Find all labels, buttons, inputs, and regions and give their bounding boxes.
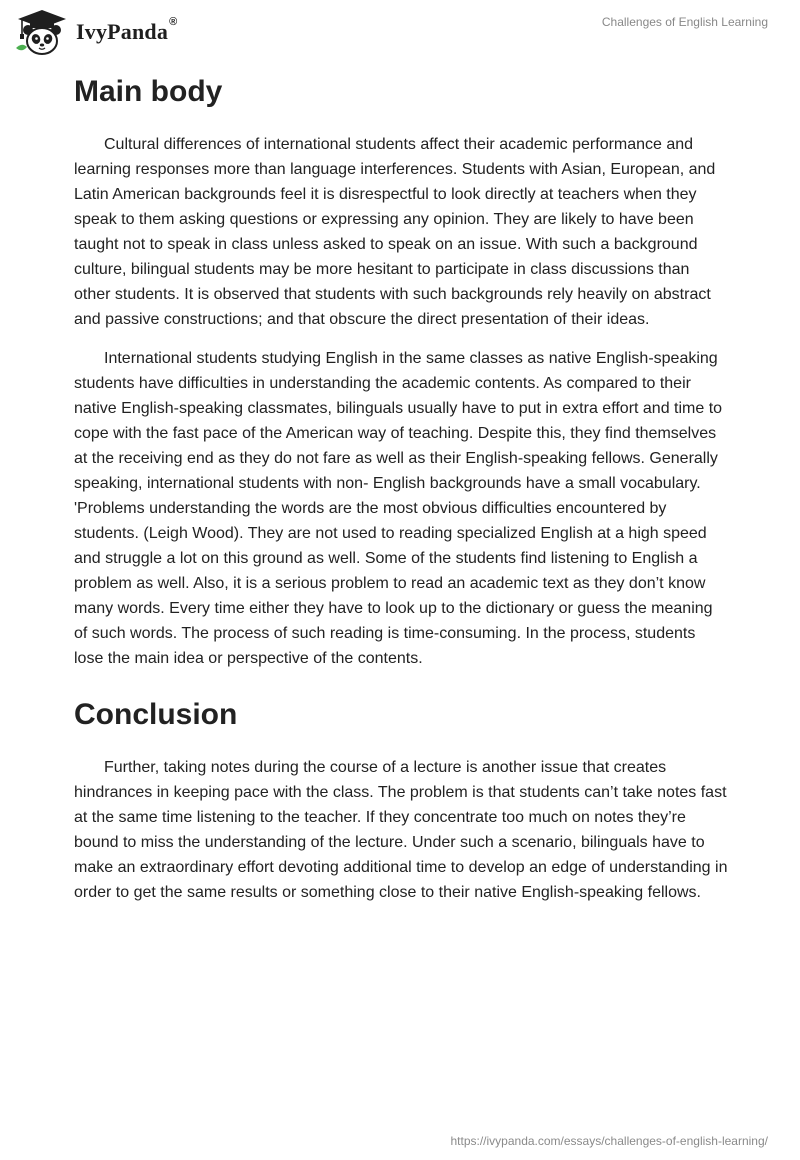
paragraph: Further, taking notes during the course of a lecture is another issue that creates hindrances in keeping pace with the class. The problem is that students can’t take notes fast at the same time listening to the teacher. If they concentrate too much on notes they’re bound to miss the understanding of the lecture. Under such a scenario, bilinguals have to make an extraordinary effort devoting additional time to develop an edge of understanding in order to get the same results or something close to their native English-speaking fellows. [74, 759, 728, 901]
paragraph: International students studying English in the same classes as native English-speaking students have difficulties in understanding the academic contents. As compared to their native English-speaking classmates, bilinguals usually have to put in extra effort and time to cope with the fast pace of the American way of teaching. Despite this, they find themselves at the receiving end as they do not fare as well as their English-speaking fellows. Generally speaking, international students with non- English backgrounds have a small vocabulary. 'Problems understanding the words are the most obvious difficulties encountered by students. (Leigh Wood). They are not used to reading specialized English at a high speed and struggle a lot on this ground as well. Some of the students find listening to English a problem as well. Also, it is a serious problem to read an academic text as they don’t know many words. Every time either they have to look up to the dictionary or guess the meaning of such words. The process of such reading is time-consuming. In the process, students lose the main idea or perspective of the contents. [74, 350, 723, 667]
essay-content [74, 70, 728, 919]
panda-graduate-logo-icon [14, 8, 70, 58]
paragraph: Cultural differences of international students affect their academic performance and learning responses more than language interferences. Students with Asian, European, and Latin American backgrounds feel it is disrespectful to look directly at teachers when they speak to them asking questions or expressing any opinion. They are likely to have been taught not to speak in class unless asked to speak on an issue. With such a background culture, bilingual students may be more hesitant to participate in class discussions than other students. It is observed that students with such backgrounds rely heavily on abstract and passive constructions; and that obscure the direct presentation of their ideas. [74, 136, 716, 328]
section-heading-conclusion: Conclusion [74, 698, 238, 731]
page-header [0, 0, 800, 70]
running-title: Challenges of English Learning [601, 15, 768, 29]
registered-mark: ® [169, 16, 178, 28]
brand-name: IvyPanda® [76, 16, 178, 44]
section-heading-main-body: Main body [74, 75, 223, 108]
source-url[interactable]: https://ivypanda.com/essays/challenges-of-english-learning/ [450, 1134, 768, 1148]
ivypanda-logo[interactable] [14, 8, 177, 58]
